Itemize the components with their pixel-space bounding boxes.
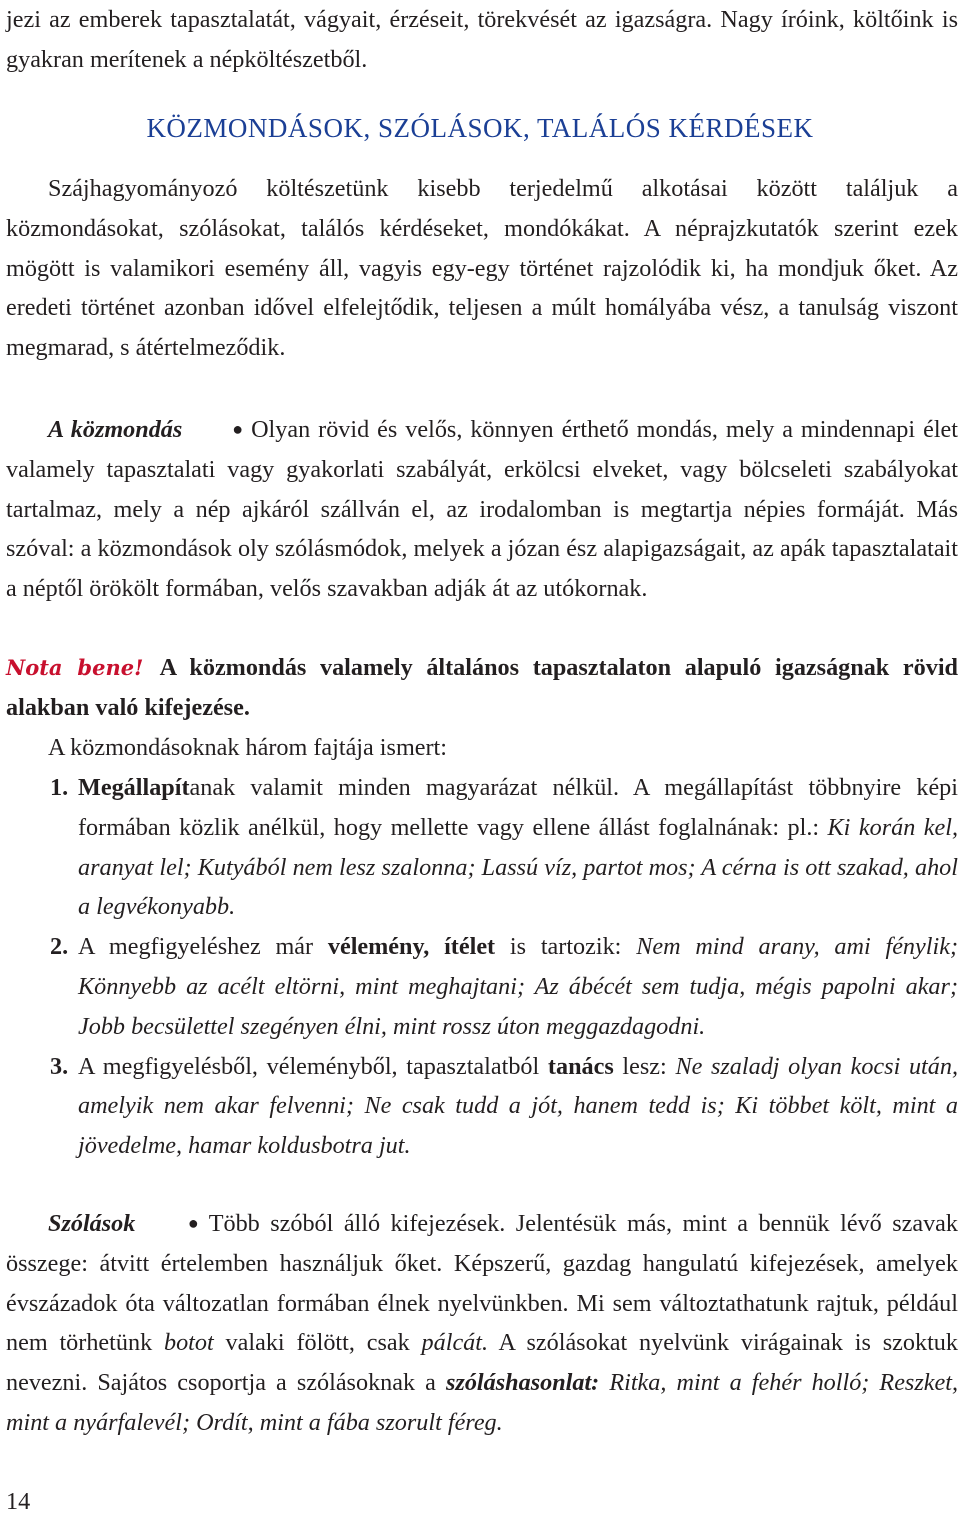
szolasok-italic: pálcát. xyxy=(421,1329,489,1357)
bullet-icon: ● xyxy=(232,419,244,439)
nota-bene-label: Nota bene! xyxy=(6,655,144,680)
list-item-examples: Ki korán kel, aranyat lel; Kutyából nem lesz szalonna; Lassú víz, partot mos; A cérna is ott szakad, ahol a legvékonyabb. xyxy=(78,813,958,921)
list-item-text: is tartozik: xyxy=(495,933,637,961)
list-item-bold: Megállapít xyxy=(78,774,190,801)
szolasok-examples: Ritka, mint a fehér holló; Reszket, mint a nyárfalevél; Ordít, mint a fába szorult féreg. xyxy=(6,1369,958,1436)
szolasok-paragraph xyxy=(6,1204,958,1443)
szolasok-text: valaki fölött, csak xyxy=(213,1329,422,1357)
szolasok-italic: botot xyxy=(163,1329,214,1357)
intro-paragraph xyxy=(6,0,958,80)
nota-bene-paragraph xyxy=(6,648,958,728)
list-item-text: A megfigyeléshez már xyxy=(78,933,328,961)
szolasok-term: Szólások xyxy=(48,1210,136,1237)
bullet-icon: ● xyxy=(187,1213,199,1233)
list-item xyxy=(0,927,958,1046)
list-item-number: 3. xyxy=(50,1052,69,1080)
kozmondas-text: Olyan rövid és velős, könnyen érthető mondás, mely a mindennapi élet valamely tapasztalati vagy gyakorlati szabályát, erkölcsi elveket, vagy bölcseleti szabályokat tartalmaz, mely a nép ajkáról szállván el, az irodalomban is megtartja népies formáját. Más szóval: a közmondások oly szólásmódok, melyek a józan ész alapigazságait, az apák tapasztalatait a néptől örökölt formában, velős szavakban adják át az utókornak. xyxy=(6,416,958,603)
szolasok-text: A szólásokat nyelvünk virágainak is szoktuk nevezni. Sajátos csoportja a szólásoknak a xyxy=(6,1329,958,1397)
page-number: 14 xyxy=(6,1488,31,1515)
list-item-number: 1. xyxy=(50,774,69,801)
section-heading: KÖZMONDÁSOK, SZÓLÁSOK, TALÁLÓS KÉRDÉSEK xyxy=(146,113,814,143)
section-paragraph xyxy=(6,169,958,368)
list-item-text: anak valamit minden magyarázat nélkül. A megállapítást többnyire képi formában közlik anélkül, hogy mellette vagy ellene állást foglalnának: pl.: xyxy=(78,774,958,841)
nota-bene-text: A közmondás valamely általános tapasztalaton alapuló igazságnak rövid alakban való kifejezése. xyxy=(6,654,958,721)
list-item xyxy=(0,768,958,927)
list-item xyxy=(0,1047,958,1166)
list-item-text: A megfigyelésből, véleményből, tapasztalatból xyxy=(78,1052,548,1080)
types-intro xyxy=(6,728,958,768)
list-item-number: 2. xyxy=(50,933,69,961)
intro-text: jezi az emberek tapasztalatát, vágyait, érzéseit, törekvését az igazságra. Nagy íróink, költőink is gyakran merítenek a népköltészetből. xyxy=(6,6,958,73)
types-intro-text: A közmondásoknak három fajtája ismert: xyxy=(48,734,447,761)
list-item-examples: Ne szaladj olyan kocsi után, amelyik nem akar felvenni; Ne csak tudd a jót, hanem tedd is; Ki többet költ, mint a jövedelme, hamar koldusbotra jut. xyxy=(78,1052,959,1160)
list-item-examples: Nem mind arany, ami fénylik; Könnyebb az acélt eltörni, mint meghajtani; Az ábécét sem tudja, mégis papolni akar; Jobb becsülettel szegényen élni, mint rossz úton meggazdagodni. xyxy=(78,933,958,1040)
list-item-bold: tanács xyxy=(547,1052,614,1080)
szolasok-text: Több szóból álló kifejezések. Jelentésük más, mint a bennük lévő szavak összege: átvitt értelemben használjuk őket. Képszerű, gazdag hangulatú kifejezések, amelyek évszázadok óta változatlan formában élnek nyelvünkben. Mi sem változtathatunk rajtuk, például nem törhetünk xyxy=(6,1210,959,1357)
section-paragraph-text: Szájhagyományozó költészetünk kisebb terjedelmű alkotásai között találjuk a közmondásokat, szólásokat, találós kérdéseket, mondókákat. A néprajzkutatók szerint ezek mögött is valamikori esemény áll, vagyis egy-egy történet rajzolódik ki, ha mondjuk őket. Az eredeti történet azonban idővel elfelejtődik, teljesen a múlt homályába vész, a tanulság viszont megmarad, s átértelmeződik. xyxy=(6,175,958,362)
kozmondas-term: A közmondás xyxy=(48,416,183,443)
list-item-bold: vélemény, ítélet xyxy=(327,933,496,961)
kozmondas-paragraph xyxy=(6,410,958,609)
types-list xyxy=(0,768,958,1166)
list-item-text: lesz: xyxy=(613,1052,676,1080)
szolashasonlat-term: szóláshasonlat: xyxy=(446,1369,600,1397)
